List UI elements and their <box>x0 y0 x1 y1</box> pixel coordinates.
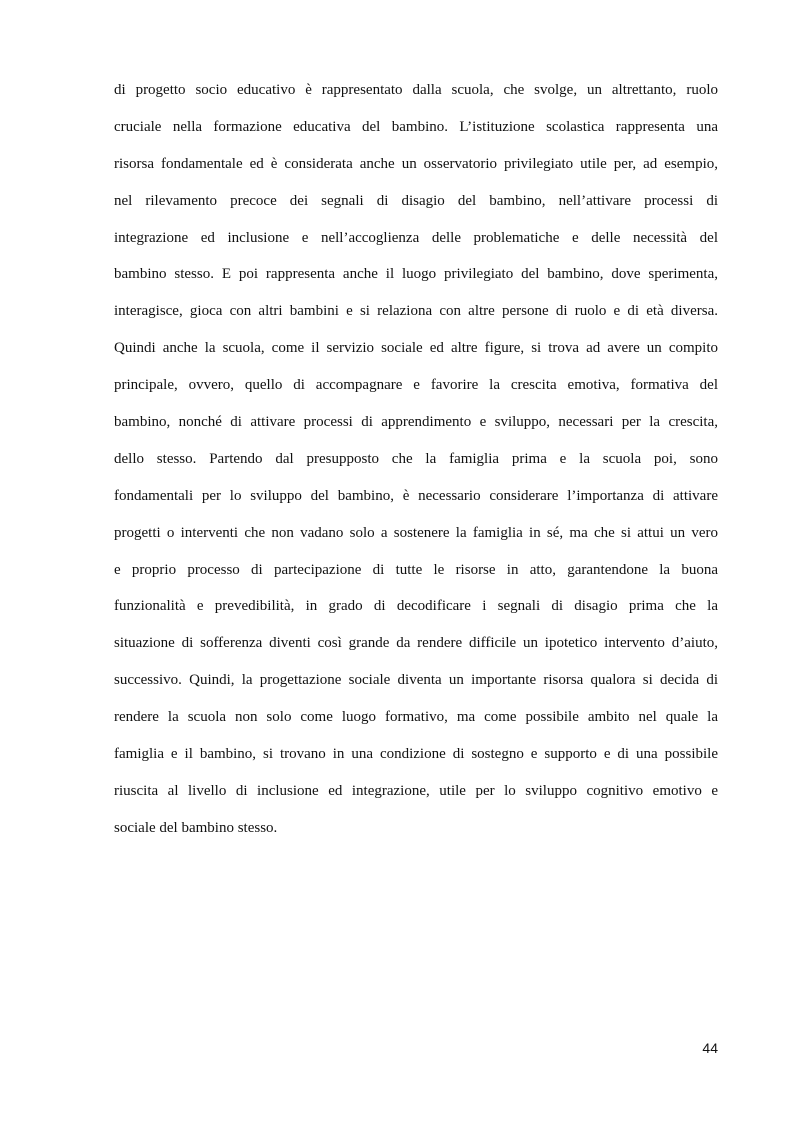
text-line-20: riuscita al livello di inclusione ed integrazione, utile per lo sviluppo cognitivo emotivo e <box>114 782 718 799</box>
text-line-8: Quindi anche la scuola, come il servizio sociale ed altre figure, si trova ad avere un compito <box>114 340 718 357</box>
text-line-4: nel rilevamento precoce dei segnali di disagio del bambino, nell’attivare processi di <box>114 192 718 209</box>
text-line-19: famiglia e il bambino, si trovano in una condizione di sostegno e supporto e di una possibile <box>114 746 718 763</box>
text-line-17: successivo. Quindi, la progettazione sociale diventa un importante risorsa qualora si decida di <box>114 672 718 689</box>
text-line-9: principale, ovvero, quello di accompagnare e favorire la crescita emotiva, formativa del <box>114 377 718 394</box>
text-line-7: interagisce, gioca con altri bambini e si relaziona con altre persone di ruolo e di età diversa. <box>114 303 718 320</box>
text-line-5: integrazione ed inclusione e nell’accoglienza delle problematiche e delle necessità del <box>114 229 718 246</box>
page-number: 44 <box>702 1040 718 1056</box>
text-line-11: dello stesso. Partendo dal presupposto che la famiglia prima e la scuola poi, sono <box>114 450 718 467</box>
text-line-10: bambino, nonché di attivare processi di apprendimento e sviluppo, necessari per la crescita, <box>114 414 718 431</box>
text-line-16: situazione di sofferenza diventi così grande da rendere difficile un ipotetico intervento d’aiuto, <box>114 635 718 652</box>
text-line-6: bambino stesso. E poi rappresenta anche il luogo privilegiato del bambino, dove sperimenta, <box>114 266 718 283</box>
text-line-3: risorsa fondamentale ed è considerata anche un osservatorio privilegiato utile per, ad esempio, <box>114 155 718 172</box>
text-line-14: e proprio processo di partecipazione di tutte le risorse in atto, garantendone la buona <box>114 561 718 578</box>
text-line-13: progetti o interventi che non vadano solo a sostenere la famiglia in sé, ma che si attui un vero <box>114 524 718 541</box>
text-line-1: di progetto socio educativo è rappresentato dalla scuola, che svolge, un altrettanto, ruolo <box>114 82 718 98</box>
text-line-2: cruciale nella formazione educativa del bambino. L’istituzione scolastica rappresenta una <box>114 118 718 135</box>
body-paragraph <box>114 72 718 847</box>
text-line-18: rendere la scuola non solo come luogo formativo, ma come possibile ambito nel quale la <box>114 709 718 726</box>
text-line-15: funzionalità e prevedibilità, in grado di decodificare i segnali di disagio prima che la <box>114 598 718 615</box>
text-line-21: sociale del bambino stesso. <box>114 819 278 836</box>
text-line-12: fondamentali per lo sviluppo del bambino, è necessario considerare l’importanza di attivare <box>114 487 718 504</box>
